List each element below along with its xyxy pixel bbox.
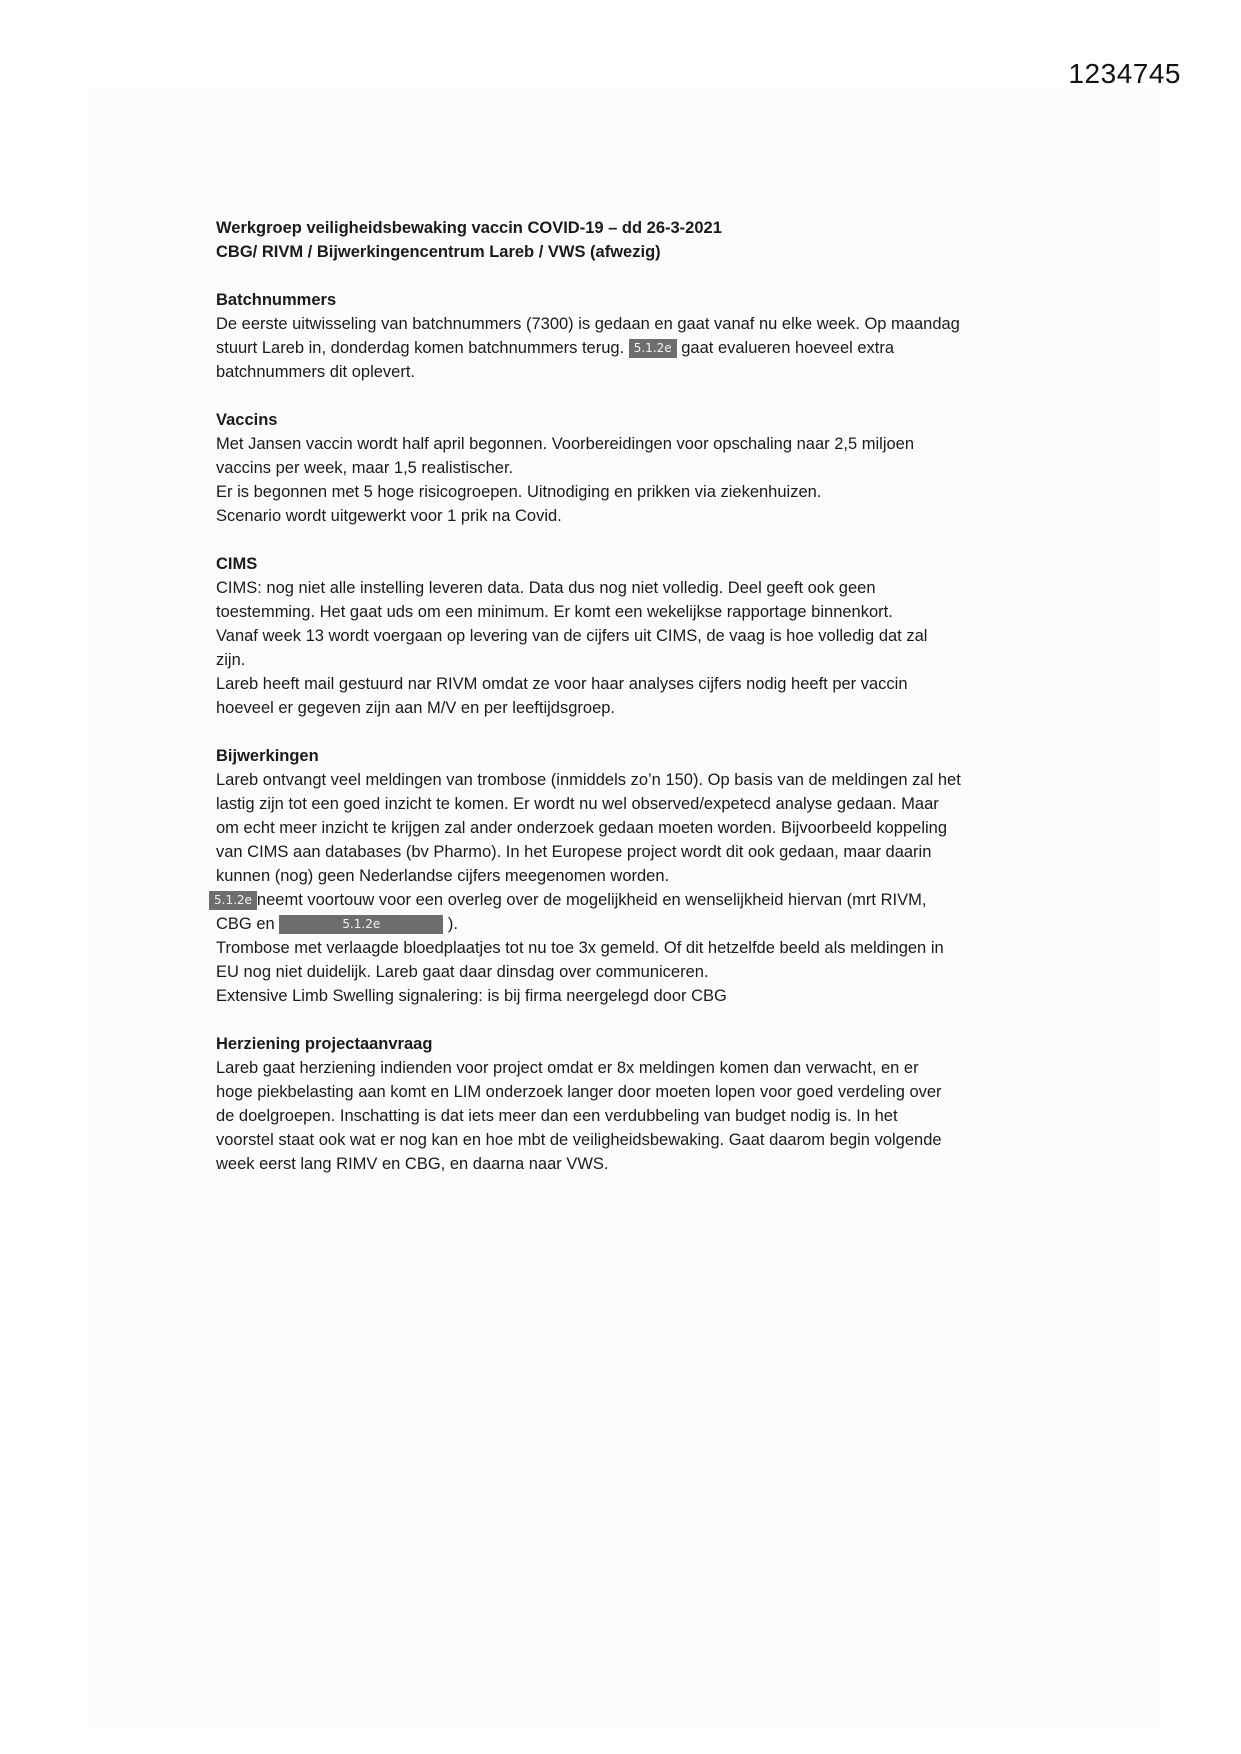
paragraph-line: Scenario wordt uitgewerkt voor 1 prik na Covid. bbox=[216, 507, 562, 525]
document-number: 1234745 bbox=[1068, 58, 1181, 89]
paragraph-line: hoeveel er gegeven zijn aan M/V en per leeftijdsgroep. bbox=[216, 699, 616, 717]
redaction-box: 5.1.2e bbox=[209, 891, 257, 910]
paragraph-line: zijn. bbox=[216, 651, 246, 669]
paragraph-line: Extensive Limb Swelling signalering: is bij firma neergelegd door CBG bbox=[216, 987, 727, 1005]
paragraph-line: van CIMS aan databases (bv Pharmo). In het Europese project wordt dit ook gedaan, maar daarin bbox=[216, 843, 932, 861]
document-body bbox=[216, 216, 1046, 1176]
paragraph-line: Trombose met verlaagde bloedplaatjes tot nu toe 3x gemeld. Of dit hetzelfde beeld als meldingen in bbox=[216, 939, 944, 957]
paragraph-line: week eerst lang RIMV en CBG, en daarna naar VWS. bbox=[216, 1155, 609, 1173]
paragraph-line: Lareb heeft mail gestuurd nar RIVM omdat ze voor haar analyses cijfers nodig heeft per vaccin bbox=[216, 675, 908, 693]
paragraph-line bbox=[216, 336, 1046, 360]
text-fragment: ). bbox=[443, 915, 458, 933]
redaction-box: 5.1.2e bbox=[629, 339, 677, 358]
paragraph-line: De eerste uitwisseling van batchnummers (7300) is gedaan en gaat vanaf nu elke week. Op maandag bbox=[216, 315, 960, 333]
paragraph-line: EU nog niet duidelijk. Lareb gaat daar dinsdag over communiceren. bbox=[216, 963, 709, 981]
document-title: Werkgroep veiligheidsbewaking vaccin COVID-19 – dd 26-3-2021 bbox=[216, 219, 722, 237]
paragraph-line: Lareb gaat herziening indienden voor project omdat er 8x meldingen komen dan verwacht, en er bbox=[216, 1059, 919, 1077]
paragraph-line: om echt meer inzicht te krijgen zal ander onderzoek gedaan moeten worden. Bijvoorbeeld koppeling bbox=[216, 819, 948, 837]
paragraph-line: batchnummers dit oplevert. bbox=[216, 363, 416, 381]
paragraph-line: CIMS: nog niet alle instelling leveren data. Data dus nog niet volledig. Deel geeft ook geen bbox=[216, 579, 876, 597]
paragraph-line: hoge piekbelasting aan komt en LIM onderzoek langer door moeten lopen voor goed verdeling over bbox=[216, 1083, 942, 1101]
paragraph-line bbox=[216, 888, 1046, 912]
paragraph-line: toestemming. Het gaat uds om een minimum. Er komt een wekelijkse rapportage binnenkort. bbox=[216, 603, 893, 621]
section-heading-batchnummers: Batchnummers bbox=[216, 291, 337, 309]
paragraph-line: kunnen (nog) geen Nederlandse cijfers meegenomen worden. bbox=[216, 867, 670, 885]
paragraph-line: Er is begonnen met 5 hoge risicogroepen. Uitnodiging en prikken via ziekenhuizen. bbox=[216, 483, 822, 501]
redaction-box: 5.1.2e bbox=[279, 915, 443, 934]
paragraph-line: lastig zijn tot een goed inzicht te komen. Er wordt nu wel observed/expetecd analyse gedaan. Maar bbox=[216, 795, 939, 813]
paragraph-line: de doelgroepen. Inschatting is dat iets meer dan een verdubbeling van budget nodig is. In het bbox=[216, 1107, 898, 1125]
text-fragment: gaat evalueren hoeveel extra bbox=[676, 339, 895, 357]
section-heading-herziening: Herziening projectaanvraag bbox=[216, 1035, 433, 1053]
paragraph-line: vaccins per week, maar 1,5 realistischer. bbox=[216, 459, 514, 477]
paragraph-line bbox=[216, 912, 1046, 936]
attendees-line: CBG/ RIVM / Bijwerkingencentrum Lareb / VWS (afwezig) bbox=[216, 243, 661, 261]
paragraph-line: Met Jansen vaccin wordt half april begonnen. Voorbereidingen voor opschaling naar 2,5 miljoen bbox=[216, 435, 915, 453]
text-fragment: stuurt Lareb in, donderdag komen batchnummers terug. bbox=[216, 339, 629, 357]
section-heading-cims: CIMS bbox=[216, 555, 258, 573]
text-fragment: CBG en bbox=[216, 915, 280, 933]
paragraph-line: Vanaf week 13 wordt voergaan op levering van de cijfers uit CIMS, de vaag is hoe volledig dat zal bbox=[216, 627, 928, 645]
text-fragment: neemt voortouw voor een overleg over de mogelijkheid en wenselijkheid hiervan (mrt RIVM, bbox=[256, 891, 927, 909]
paragraph-line: voorstel staat ook wat er nog kan en hoe mbt de veiligheidsbewaking. Gaat daarom begin volgende bbox=[216, 1131, 942, 1149]
paragraph-line: Lareb ontvangt veel meldingen van trombose (inmiddels zo’n 150). Op basis van de meldingen zal het bbox=[216, 771, 961, 789]
section-heading-bijwerkingen: Bijwerkingen bbox=[216, 747, 319, 765]
section-heading-vaccins: Vaccins bbox=[216, 411, 278, 429]
